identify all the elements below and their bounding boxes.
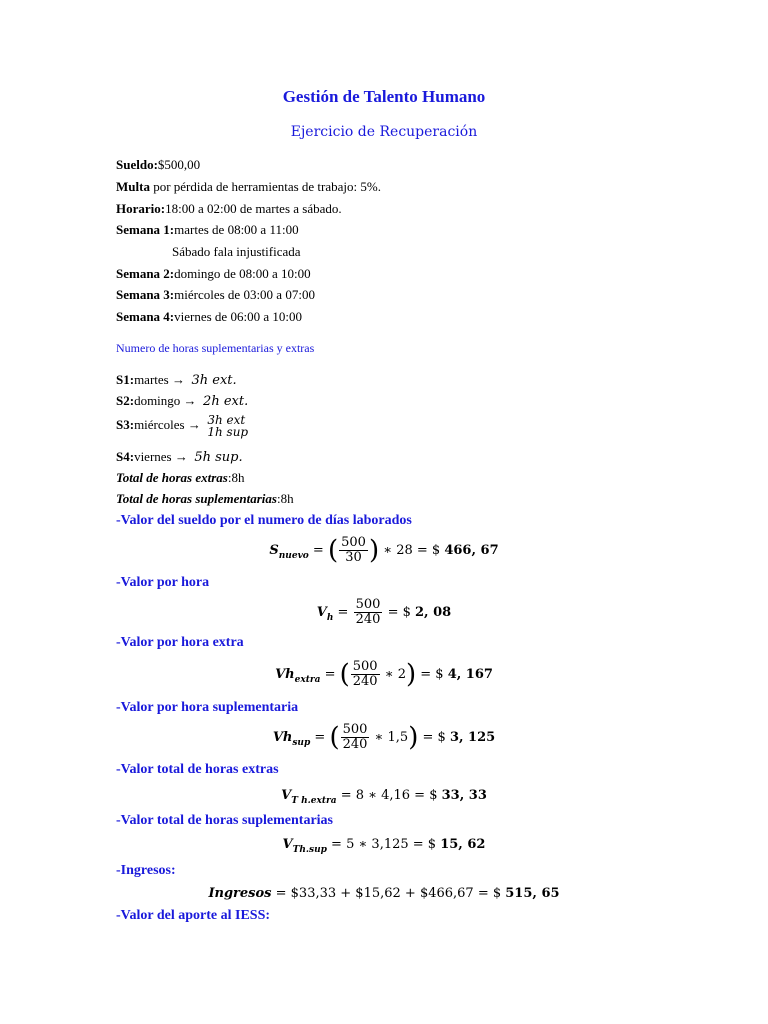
s1-day: martes xyxy=(134,372,169,387)
heading-total-sup: -Valor total de horas suplementarias xyxy=(116,813,333,828)
formula-var: V xyxy=(282,837,293,852)
semana2-label: Semana 2: xyxy=(116,266,175,281)
formula-var: Vh xyxy=(275,667,295,682)
semana3-value: miércoles de 03:00 a 07:00 xyxy=(174,287,315,302)
semana2-line xyxy=(116,266,311,282)
multa-line xyxy=(116,179,381,195)
formula-total-extras xyxy=(0,788,768,806)
formula-sueldo-nuevo: $S_{nuevo}$ = ( $\frac{500}{30}$ ) ∗ 28 = $ 466, 67 xyxy=(269,535,499,566)
arrow-icon: → xyxy=(183,393,197,408)
fraction-denominator: 240 xyxy=(342,737,368,752)
total-extras-value: :8h xyxy=(227,470,245,485)
semana3-line xyxy=(116,287,315,303)
formula-result: 4, 167 xyxy=(447,667,493,682)
sueldo-label: Sueldo: xyxy=(116,157,158,172)
s2-line xyxy=(116,393,248,409)
formula-sub: Th.sup xyxy=(292,845,327,855)
s2-day: domingo xyxy=(134,393,181,408)
formula-var: V xyxy=(281,788,292,803)
s3-label: S3: xyxy=(116,416,135,432)
fraction-numerator: 500 xyxy=(341,535,366,550)
page-subtitle: Ejercicio de Recuperación xyxy=(290,124,478,140)
multa-value: por pérdida de herramientas de trabajo: 5%. xyxy=(149,179,381,194)
fraction xyxy=(354,598,383,627)
formula-result-prefix: = $ xyxy=(387,605,415,620)
formula-sub: h xyxy=(326,613,334,623)
arrow-icon: → xyxy=(187,416,201,432)
s3-line xyxy=(116,414,248,438)
fraction-denominator: 240 xyxy=(352,674,378,689)
semana4-value: viernes de 06:00 a 10:00 xyxy=(174,309,302,324)
fraction-denominator: 30 xyxy=(345,550,362,565)
semana4-line xyxy=(116,309,302,325)
semana4-label: Semana 4: xyxy=(116,309,175,324)
formula-result-prefix: = $ xyxy=(416,543,445,558)
s2-value: 2h ext. xyxy=(203,394,249,409)
page-title: Gestión de Talento Humano xyxy=(282,87,486,106)
horario-line xyxy=(116,201,342,217)
sueldo-value: $500,00 xyxy=(157,157,201,172)
formula-expr: = 8 ∗ 4,16 = $ xyxy=(336,788,442,803)
formula-sub: nuevo xyxy=(278,551,309,561)
horario-label: Horario: xyxy=(116,201,166,216)
s2-label: S2: xyxy=(116,393,135,408)
fraction-denominator: 240 xyxy=(355,612,381,627)
semana1-line xyxy=(116,222,299,238)
formula-sub: T h.extra xyxy=(291,796,337,806)
formula-result: 15, 62 xyxy=(440,837,486,852)
fraction xyxy=(351,660,380,689)
formula-var: S xyxy=(269,543,279,558)
fraction-numerator: 500 xyxy=(342,722,368,737)
formula-result: 33, 33 xyxy=(441,788,487,803)
semana3-label: Semana 3: xyxy=(116,287,175,302)
formula-rest: ∗ 28 xyxy=(379,543,413,558)
horario-value: 18:00 a 02:00 de martes a sábado. xyxy=(165,201,342,216)
s3-day: miércoles xyxy=(134,416,185,432)
fraction xyxy=(341,723,370,752)
semana1-note: Sábado fala injustificada xyxy=(172,244,301,259)
formula-result: 466, 67 xyxy=(444,543,499,558)
s1-line xyxy=(116,372,237,388)
semana1-value: martes de 08:00 a 11:00 xyxy=(174,222,299,237)
formula-hora-sup: $Vh_{sup}$ = ( $\frac{500}{240}$ ∗ 1,5) = $ 3, 125 xyxy=(272,722,496,753)
s3-value-stack xyxy=(207,414,248,438)
formula-result: 515, 65 xyxy=(505,886,560,901)
total-sup-value: :8h xyxy=(276,491,294,506)
heading-valor-hora: -Valor por hora xyxy=(116,575,210,590)
heading-sueldo-dias: -Valor del sueldo por el numero de días laborados xyxy=(116,513,412,528)
formula-result: 3, 125 xyxy=(449,730,496,745)
formula-ingresos xyxy=(0,886,768,901)
fraction xyxy=(339,536,368,565)
s4-day: viernes xyxy=(134,449,172,464)
hours-heading: Numero de horas suplementarias y extras xyxy=(116,341,315,355)
s1-label: S1: xyxy=(116,372,135,387)
arrow-icon: → xyxy=(174,449,188,464)
semana1-label: Semana 1: xyxy=(116,222,175,237)
total-extras-label: Total de horas extras xyxy=(116,470,228,485)
arrow-icon: → xyxy=(171,372,185,387)
semana2-value: domingo de 08:00 a 10:00 xyxy=(174,266,311,281)
total-extras-line xyxy=(116,470,244,486)
s1-value: 3h ext. xyxy=(191,373,237,388)
formula-valor-hora: $V_h$ = $\frac{500}{240}$ = $ 2, 08 xyxy=(316,597,452,627)
formula-hora-extra: $Vh_{extra}$ = ( $\frac{500}{240}$ ∗ 2) = $ 4, 167 xyxy=(275,659,493,690)
formula-var: V xyxy=(316,605,327,620)
formula-sub: extra xyxy=(294,675,321,685)
formula-result: 2, 08 xyxy=(415,605,452,620)
s3-value-top: 3h ext xyxy=(207,413,246,427)
s4-line xyxy=(116,449,243,465)
heading-hora-sup: -Valor por hora suplementaria xyxy=(116,700,299,715)
formula-expr: = $33,33 + $15,62 + $466,67 = $ xyxy=(271,886,506,901)
formula-result-prefix: = $ xyxy=(422,730,450,745)
formula-rest: ∗ 2 xyxy=(380,667,406,682)
formula-rest: ∗ 1,5 xyxy=(370,730,409,745)
s4-label: S4: xyxy=(116,449,135,464)
heading-total-extras: -Valor total de horas extras xyxy=(116,762,279,777)
total-sup-line xyxy=(116,491,294,507)
formula-total-sup xyxy=(0,837,768,855)
formula-result-prefix: = $ xyxy=(420,667,448,682)
formula-var: Vh xyxy=(272,730,293,745)
multa-label: Multa xyxy=(116,179,150,194)
s4-value: 5h sup. xyxy=(194,450,243,465)
formula-sub: sup xyxy=(292,738,311,748)
s3-value-bottom: 1h sup xyxy=(207,425,249,439)
fraction-numerator: 500 xyxy=(355,597,381,612)
formula-var: Ingresos xyxy=(208,886,272,901)
heading-hora-extra: -Valor por hora extra xyxy=(116,635,244,650)
total-sup-label: Total de horas suplementarias xyxy=(116,491,277,506)
heading-ingresos: -Ingresos: xyxy=(116,863,176,878)
fraction-numerator: 500 xyxy=(352,659,378,674)
formula-expr: = 5 ∗ 3,125 = $ xyxy=(326,837,441,852)
sueldo-line xyxy=(116,157,200,173)
heading-aporte-iess: -Valor del aporte al IESS: xyxy=(116,908,271,923)
